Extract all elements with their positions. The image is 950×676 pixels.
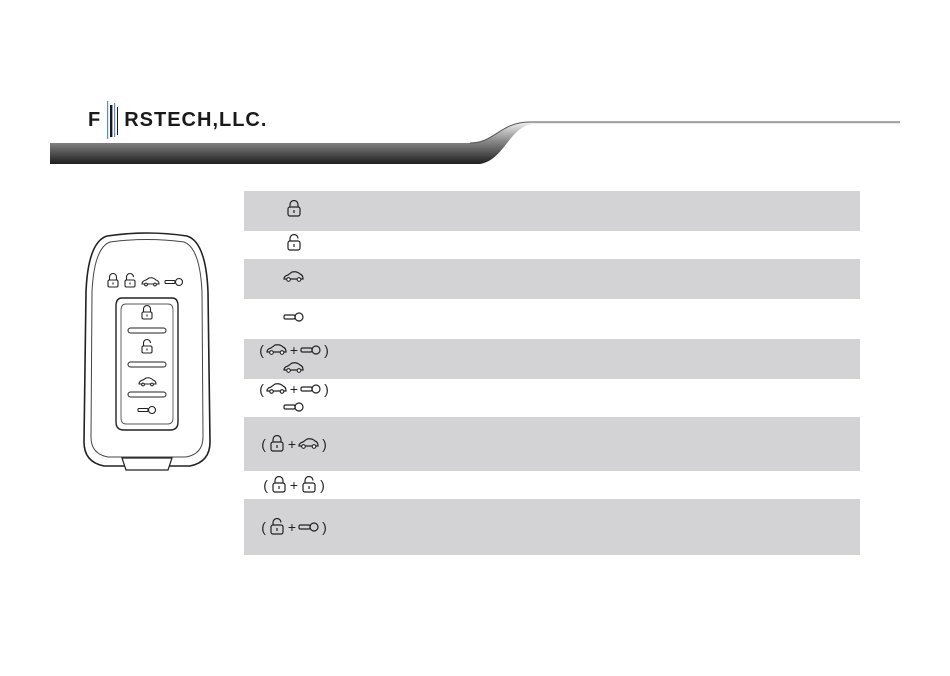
- key-icon: [283, 398, 305, 416]
- then-line: [283, 398, 305, 416]
- command-description-cell: [344, 339, 860, 379]
- command-icon-cell: [244, 417, 344, 471]
- table-row: [244, 417, 860, 471]
- combination-line: [259, 341, 329, 359]
- combination-line: [259, 380, 329, 398]
- paren-close: ): [322, 518, 327, 535]
- command-description-cell: [344, 471, 860, 499]
- table-row: [244, 259, 860, 299]
- unlock-icon: [268, 518, 286, 536]
- plus-sign: +: [289, 476, 299, 493]
- lock-icon: [270, 476, 288, 494]
- command-combination: [283, 308, 305, 326]
- combination-line: [261, 518, 327, 536]
- command-description-cell: [344, 417, 860, 471]
- combination-line: [261, 435, 327, 453]
- plus-sign: +: [289, 342, 299, 358]
- command-combination: [285, 234, 303, 252]
- car-icon: [283, 359, 305, 377]
- paren-close: ): [324, 381, 329, 397]
- key-icon: [300, 380, 322, 398]
- command-icon-cell: [244, 499, 344, 555]
- command-combination: [259, 380, 329, 416]
- command-combination: [261, 518, 327, 536]
- command-icon-cell: [244, 379, 344, 417]
- combination-line: [285, 234, 303, 252]
- command-description-cell: [344, 231, 860, 259]
- car-icon: [266, 380, 288, 398]
- header-band: [0, 110, 950, 170]
- unlock-icon: [300, 476, 318, 494]
- table-row: [244, 471, 860, 499]
- paren-open: (: [261, 518, 266, 535]
- command-icon-cell: [244, 259, 344, 299]
- then-line: [283, 359, 305, 377]
- car-icon: [298, 435, 320, 453]
- car-icon: [266, 341, 288, 359]
- key-icon: [300, 341, 322, 359]
- command-description-cell: [344, 299, 860, 339]
- paren-open: (: [259, 381, 264, 397]
- combination-line: [285, 200, 303, 218]
- paren-close: ): [324, 342, 329, 358]
- plus-sign: +: [287, 518, 297, 535]
- combination-line: [283, 308, 305, 326]
- plus-sign: +: [287, 435, 297, 452]
- command-icon-cell: [244, 231, 344, 259]
- car-icon: [283, 268, 305, 286]
- paren-open: (: [259, 342, 264, 358]
- table-row: [244, 191, 860, 231]
- command-icon-cell: [244, 339, 344, 379]
- key-icon: [298, 518, 320, 536]
- lock-icon: [285, 200, 303, 218]
- command-combination: [283, 268, 305, 286]
- command-combination: [259, 341, 329, 377]
- plus-sign: +: [289, 381, 299, 397]
- lock-icon: [268, 435, 286, 453]
- paren-open: (: [263, 476, 268, 493]
- remote-fob-illustration: [82, 232, 212, 478]
- command-combination: [263, 476, 325, 494]
- combination-line: [263, 476, 325, 494]
- unlock-icon: [285, 234, 303, 252]
- command-icon-cell: [244, 471, 344, 499]
- paren-close: ): [322, 435, 327, 452]
- command-icon-cell: [244, 299, 344, 339]
- command-description-cell: [344, 499, 860, 555]
- command-combination: [261, 435, 327, 453]
- brand-name-rest: RSTECH,LLC.: [124, 108, 268, 131]
- table-row: [244, 231, 860, 259]
- command-description-cell: [344, 379, 860, 417]
- command-description-cell: [344, 259, 860, 299]
- combination-line: [283, 268, 305, 286]
- command-icon-cell: [244, 191, 344, 231]
- table-row: [244, 499, 860, 555]
- command-combination: [285, 200, 303, 218]
- table-row: [244, 339, 860, 379]
- brand-first-letter: F: [88, 108, 103, 131]
- key-icon: [283, 308, 305, 326]
- table-row: [244, 299, 860, 339]
- command-description-cell: [344, 191, 860, 231]
- command-table: [244, 191, 860, 555]
- table-row: [244, 379, 860, 417]
- paren-open: (: [261, 435, 266, 452]
- paren-close: ): [320, 476, 325, 493]
